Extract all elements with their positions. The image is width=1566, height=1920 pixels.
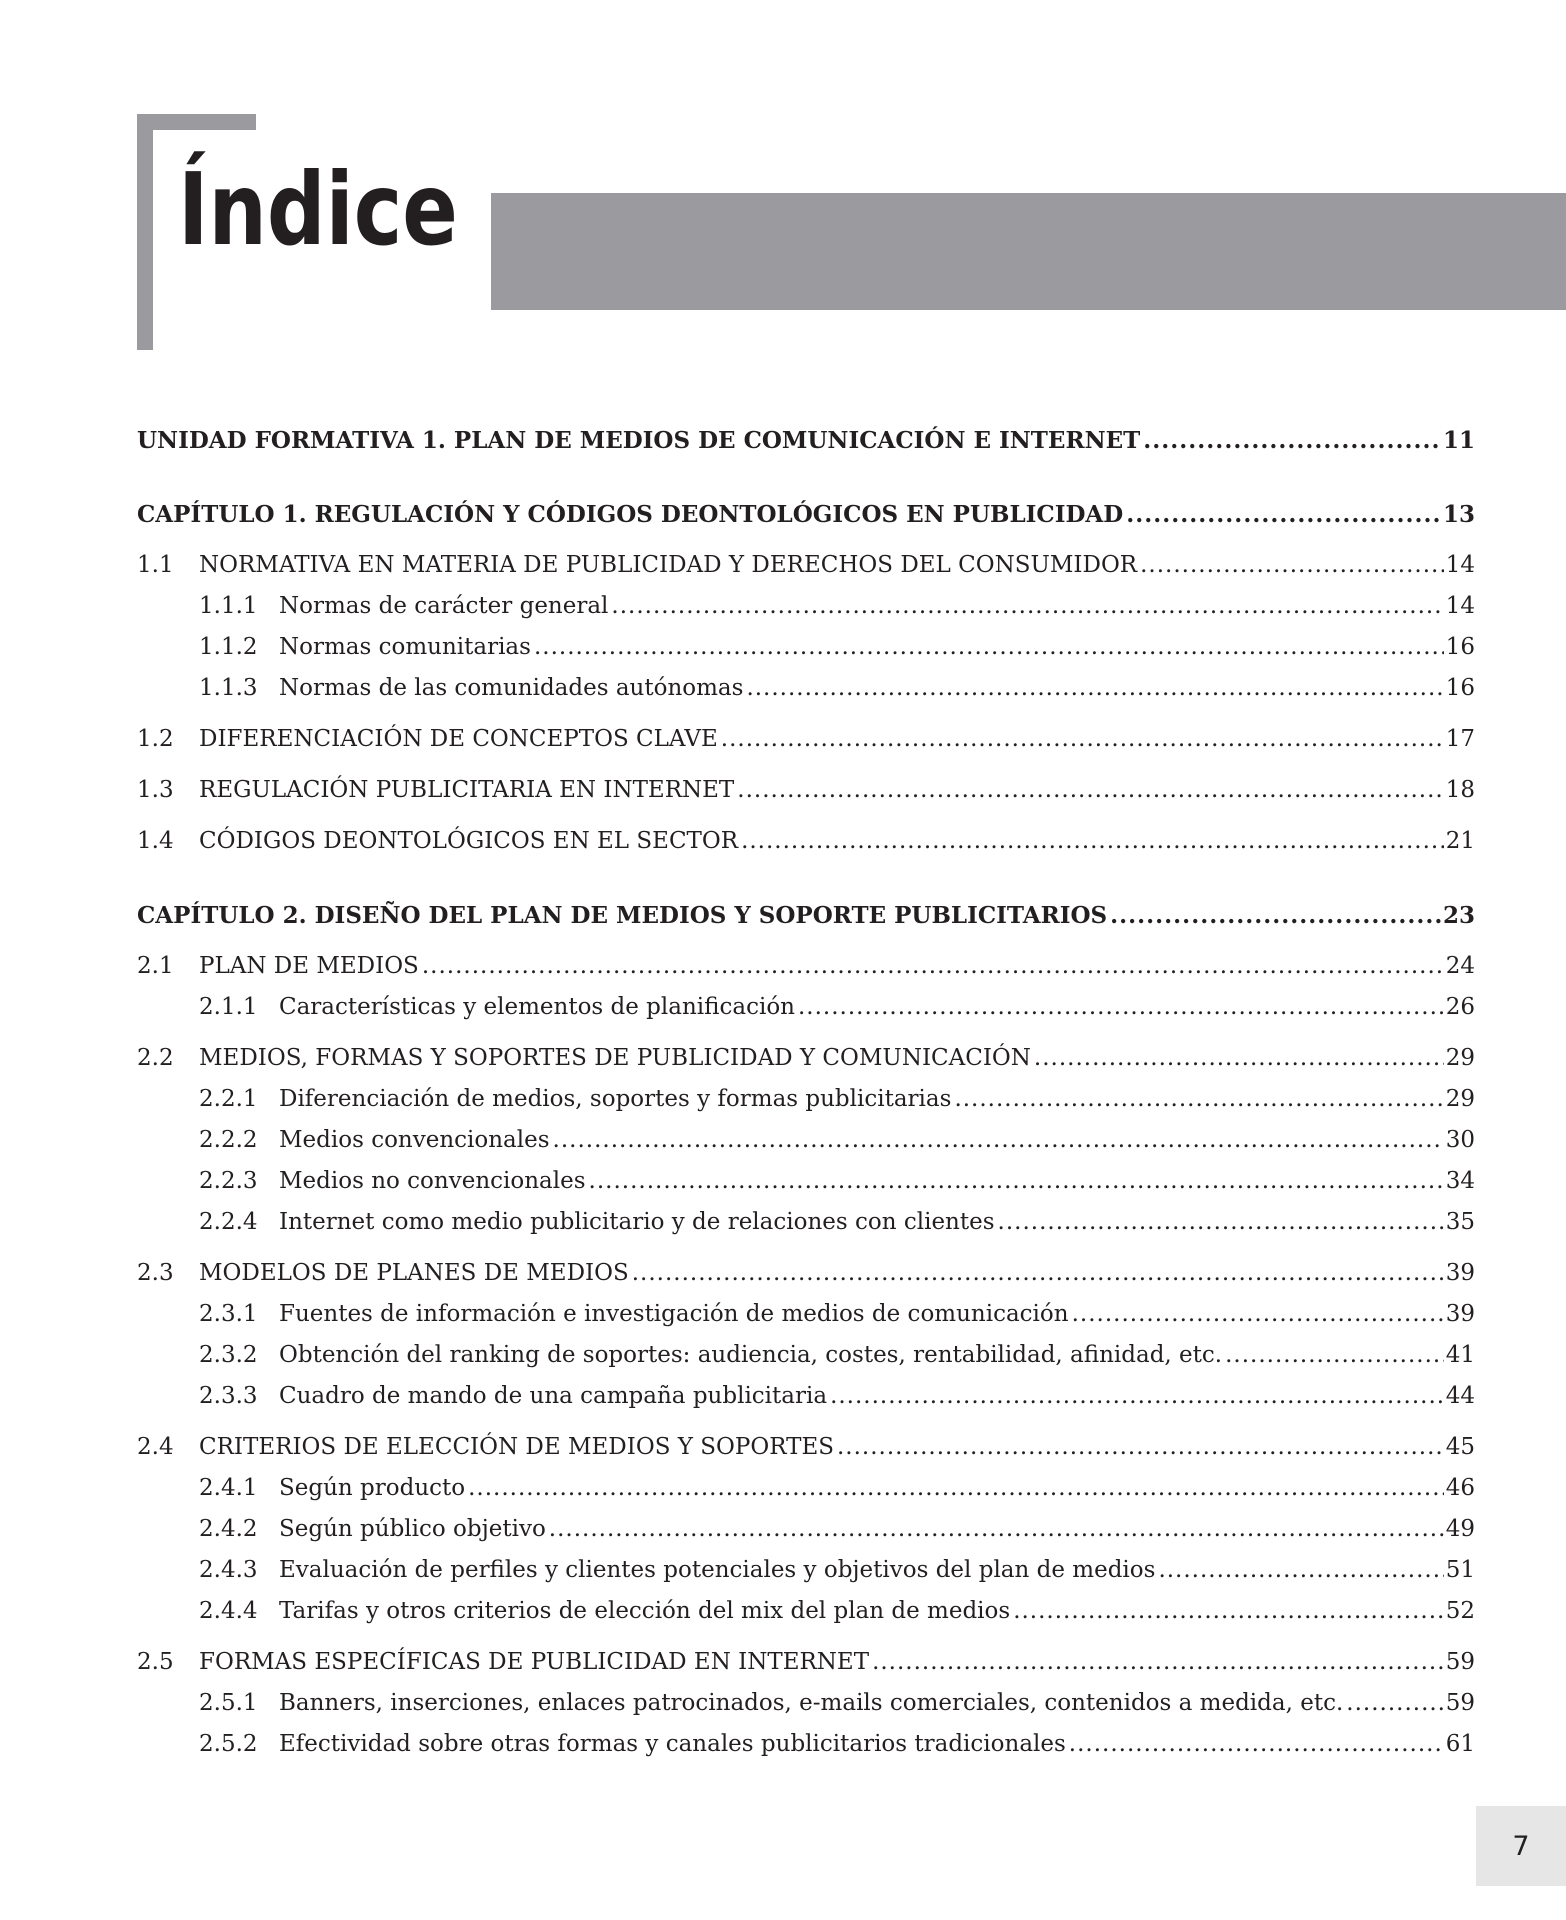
dot-leader: [1126, 494, 1441, 535]
toc-entry-number: 2.2.1: [199, 1086, 258, 1112]
title-bracket-vertical: [137, 114, 153, 350]
toc-entry-number: 1.1.1: [199, 593, 258, 619]
dot-leader: [1158, 1550, 1443, 1591]
toc-entry-page: 51: [1445, 1557, 1475, 1583]
toc-entry-number: 2.1.1: [199, 994, 258, 1020]
toc-entry-label: Características y elementos de planificación: [279, 994, 795, 1020]
toc-entry: [137, 1376, 1475, 1417]
dot-leader: [468, 1468, 1444, 1509]
dot-leader: [1069, 1724, 1444, 1765]
toc-entry-page: 39: [1445, 1301, 1475, 1327]
toc-entry-page: 26: [1445, 994, 1475, 1020]
toc-entry-number: 2.4: [137, 1434, 174, 1460]
toc-entry-page: 29: [1445, 1086, 1475, 1112]
toc-entry-page: 30: [1445, 1127, 1475, 1153]
toc-entry-number: 1.4: [137, 828, 174, 854]
dot-leader: [611, 586, 1443, 627]
toc-entry: [137, 494, 1475, 535]
toc-entry-label: Según público objetivo: [279, 1516, 546, 1542]
toc-entry-number: 1.2: [137, 726, 174, 752]
dot-leader: [1110, 895, 1441, 936]
toc-entry-number: 2.5.2: [199, 1731, 258, 1757]
toc-entry-page: 14: [1445, 552, 1475, 578]
toc-entry-number: 1.1.2: [199, 634, 258, 660]
toc-entry: [137, 1683, 1475, 1724]
toc-entry: [137, 1038, 1475, 1079]
toc-entry: [137, 1642, 1475, 1683]
toc-entry-label: Según producto: [279, 1475, 466, 1501]
toc-entry-label: Medios convencionales: [279, 1127, 550, 1153]
toc-entry-page: 45: [1445, 1434, 1475, 1460]
toc-entry: [137, 586, 1475, 627]
dot-leader: [837, 1427, 1444, 1468]
dot-leader: [553, 1120, 1444, 1161]
toc-entry-label: Fuentes de información e investigación de medios de comunicación: [279, 1301, 1069, 1327]
toc-entry-label: CAPÍTULO 2. DISEÑO DEL PLAN DE MEDIOS Y SOPORTE PUBLICITARIOS: [137, 902, 1108, 929]
toc-entry-page: 35: [1445, 1209, 1475, 1235]
toc-entry-label: Cuadro de mando de una campaña publicitaria: [279, 1383, 828, 1409]
toc-entry-number: 2.3.3: [199, 1383, 258, 1409]
toc-entry-page: 16: [1445, 675, 1475, 701]
dot-leader: [1013, 1591, 1444, 1632]
toc-entry-label: UNIDAD FORMATIVA 1. PLAN DE MEDIOS DE COMUNICACIÓN E INTERNET: [137, 427, 1141, 454]
toc-entry-label: PLAN DE MEDIOS: [199, 953, 419, 979]
toc-entry: [137, 668, 1475, 709]
dot-leader: [746, 668, 1443, 709]
toc-entry-label: Normas de carácter general: [279, 593, 609, 619]
toc-entry-label: Normas de las comunidades autónomas: [279, 675, 744, 701]
toc-entry-label: CÓDIGOS DEONTOLÓGICOS EN EL SECTOR: [199, 828, 739, 854]
toc-entry-number: 2.1: [137, 953, 174, 979]
toc-entry-number: 2.2.2: [199, 1127, 258, 1153]
toc-entry-label: FORMAS ESPECÍFICAS DE PUBLICIDAD EN INTERNET: [199, 1649, 870, 1675]
toc-entry-page: 11: [1442, 427, 1475, 454]
toc-entry-label: CAPÍTULO 1. REGULACIÓN Y CÓDIGOS DEONTOLÓGICOS EN PUBLICIDAD: [137, 501, 1124, 528]
toc-entry: [137, 420, 1475, 461]
dot-leader: [632, 1253, 1444, 1294]
toc-entry: [137, 719, 1475, 760]
toc-entry-number: 1.1.3: [199, 675, 258, 701]
toc-entry: [137, 987, 1475, 1028]
dot-leader: [534, 627, 1444, 668]
toc-entry-label: MEDIOS, FORMAS Y SOPORTES DE PUBLICIDAD Y COMUNICACIÓN: [199, 1045, 1031, 1071]
toc-entry: [137, 821, 1475, 862]
toc-entry-page: 13: [1442, 501, 1475, 528]
toc-entry-number: 2.3.1: [199, 1301, 258, 1327]
toc-entry-number: 2.2: [137, 1045, 174, 1071]
dot-leader: [830, 1376, 1444, 1417]
toc-entry-page: 16: [1445, 634, 1475, 660]
toc-entry: [137, 1079, 1475, 1120]
toc-entry-label: Tarifas y otros criterios de elección del mix del plan de medios: [279, 1598, 1011, 1624]
page-number: 7: [1476, 1806, 1566, 1886]
toc-entry-page: 61: [1445, 1731, 1475, 1757]
dot-leader: [1143, 420, 1441, 461]
toc-entry-number: 2.5: [137, 1649, 174, 1675]
toc-entry-label: MODELOS DE PLANES DE MEDIOS: [199, 1260, 629, 1286]
toc-entry-page: 29: [1445, 1045, 1475, 1071]
dot-leader: [1225, 1335, 1444, 1376]
toc-entry: [137, 1161, 1475, 1202]
toc-entry-label: Obtención del ranking de soportes: audiencia, costes, rentabilidad, afinidad, etc.: [279, 1342, 1223, 1368]
toc-entry: [137, 895, 1475, 936]
toc-entry-number: 2.4.1: [199, 1475, 258, 1501]
toc-entry: [137, 1120, 1475, 1161]
toc-entry-number: 2.4.4: [199, 1598, 258, 1624]
toc-entry-page: 49: [1445, 1516, 1475, 1542]
toc-entry-page: 14: [1445, 593, 1475, 619]
toc-entry-page: 21: [1445, 828, 1475, 854]
dot-leader: [1034, 1038, 1444, 1079]
toc-entry-label: REGULACIÓN PUBLICITARIA EN INTERNET: [199, 777, 735, 803]
toc-entry: [137, 1427, 1475, 1468]
toc-entry: [137, 627, 1475, 668]
toc-entry-page: 39: [1445, 1260, 1475, 1286]
dot-leader: [589, 1161, 1444, 1202]
toc-entry-label: DIFERENCIACIÓN DE CONCEPTOS CLAVE: [199, 726, 718, 752]
toc-entry: [137, 1724, 1475, 1765]
title-bracket-horizontal: [137, 114, 256, 130]
toc-entry: [137, 1509, 1475, 1550]
toc-entry-page: 44: [1445, 1383, 1475, 1409]
toc-entry: [137, 1468, 1475, 1509]
toc-entry-label: Medios no convencionales: [279, 1168, 586, 1194]
toc-entry-number: 1.3: [137, 777, 174, 803]
toc-entry-page: 24: [1445, 953, 1475, 979]
toc-entry: [137, 1591, 1475, 1632]
dot-leader: [1072, 1294, 1444, 1335]
toc-entry-number: 1.1: [137, 552, 174, 578]
toc-entry-label: Diferenciación de medios, soportes y formas publicitarias: [279, 1086, 952, 1112]
toc-entry-number: 2.4.2: [199, 1516, 258, 1542]
toc-entry-number: 2.2.3: [199, 1168, 258, 1194]
dot-leader: [798, 987, 1444, 1028]
toc-entry-number: 2.5.1: [199, 1690, 258, 1716]
toc-entry-number: 2.4.3: [199, 1557, 258, 1583]
toc-entry: [137, 1202, 1475, 1243]
toc-entry-number: 2.3: [137, 1260, 174, 1286]
dot-leader: [721, 719, 1444, 760]
title-band: [491, 193, 1566, 310]
page-title: Índice: [178, 151, 458, 268]
toc-entry-label: Evaluación de perfiles y clientes potenciales y objetivos del plan de medios: [279, 1557, 1156, 1583]
toc-entry: [137, 770, 1475, 811]
table-of-contents: [137, 420, 1475, 1765]
toc-entry-page: 46: [1445, 1475, 1475, 1501]
dot-leader: [1346, 1683, 1443, 1724]
toc-entry: [137, 1253, 1475, 1294]
dot-leader: [549, 1509, 1444, 1550]
toc-entry-label: Internet como medio publicitario y de relaciones con clientes: [279, 1209, 995, 1235]
toc-entry-label: CRITERIOS DE ELECCIÓN DE MEDIOS Y SOPORTES: [199, 1434, 834, 1460]
toc-entry-page: 17: [1445, 726, 1475, 752]
toc-entry-label: Banners, inserciones, enlaces patrocinados, e-mails comerciales, contenidos a medida, etc.: [279, 1690, 1344, 1716]
toc-entry: [137, 1335, 1475, 1376]
dot-leader: [998, 1202, 1444, 1243]
toc-entry-page: 59: [1445, 1649, 1475, 1675]
toc-entry-page: 23: [1442, 902, 1475, 929]
toc-entry-page: 34: [1445, 1168, 1475, 1194]
dot-leader: [741, 821, 1444, 862]
toc-entry-label: Efectividad sobre otras formas y canales publicitarios tradicionales: [279, 1731, 1066, 1757]
toc-entry: [137, 1550, 1475, 1591]
toc-entry-page: 41: [1445, 1342, 1475, 1368]
dot-leader: [1140, 545, 1444, 586]
dot-leader: [872, 1642, 1444, 1683]
toc-entry-number: 2.2.4: [199, 1209, 258, 1235]
toc-entry-label: NORMATIVA EN MATERIA DE PUBLICIDAD Y DERECHOS DEL CONSUMIDOR: [199, 552, 1138, 578]
toc-entry: [137, 946, 1475, 987]
toc-entry: [137, 1294, 1475, 1335]
dot-leader: [737, 770, 1443, 811]
toc-entry: [137, 545, 1475, 586]
toc-entry-number: 2.3.2: [199, 1342, 258, 1368]
toc-entry-page: 59: [1445, 1690, 1475, 1716]
toc-entry-page: 52: [1445, 1598, 1475, 1624]
dot-leader: [422, 946, 1444, 987]
toc-entry-label: Normas comunitarias: [279, 634, 531, 660]
toc-entry-page: 18: [1445, 777, 1475, 803]
dot-leader: [954, 1079, 1443, 1120]
